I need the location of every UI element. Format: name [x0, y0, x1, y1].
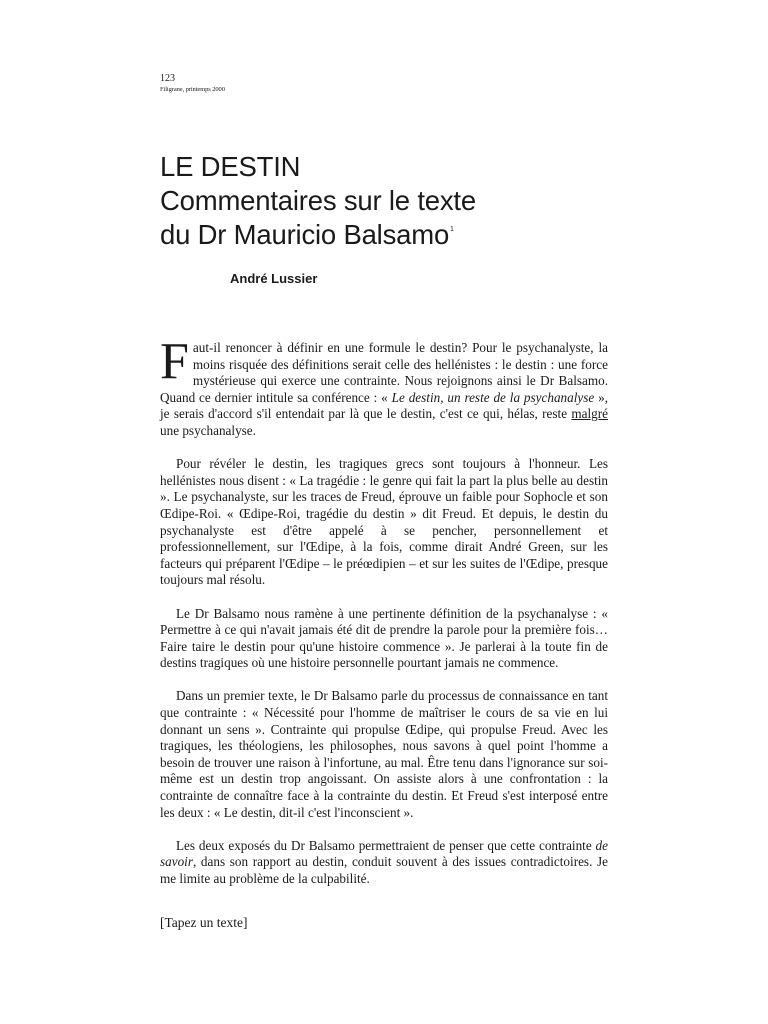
paragraph-1-text-a: aut-il renoncer à définir en une formule le destin? Pour le psychanalyste, la moins risquée des définitions serait celle des hellénistes : le destin : une force mystérieuse qui exerce une contrainte. Nous rejoignons ainsi le Dr Balsamo. Quand ce dernier intitule sa conférence : «: [160, 340, 608, 405]
drop-cap: F: [160, 333, 189, 390]
title-line-3: du Dr Mauricio Balsamo: [160, 219, 450, 250]
paragraph-1-text-b: », je serais d'accord s'il entendait par là que le destin, c'est ce qui, hélas, reste: [160, 389, 608, 422]
title-line-3-wrap: [160, 218, 476, 252]
journal-reference: Filigrane, printemps 2000: [160, 86, 225, 93]
paragraph-2: Pour révéler le destin, les tragiques grecs sont toujours à l'honneur. Les hellénistes nous disent : « La tragédie : le genre qui fait la part la plus belle au destin ». Le psychanalyste, sur les traces de Freud, éprouve un faible pour Sophocle et son Œdipe-Roi. « Œdipe-Roi, tragédie du destin » dit Freud. Et depuis, le destin du psychanalyste est d'être appelé à se pencher, personnellement et professionnellement, sur l'Œdipe, à la fois, comme dirait André Green, sur les facteurs qui préparent l'Œdipe – le préœdipien – et sur les suites de l'Œdipe, presque toujours mal résolu.: [160, 456, 608, 588]
paragraph-4: Dans un premier texte, le Dr Balsamo parle du processus de connaissance en tant que contrainte : « Nécessité pour l'homme de maîtriser le cours de sa vie en lui donnant un sens ». Contrainte qui propulse Œdipe, qui propulse Freud. Avec les tragiques, les théologiens, les philosophes, nous savons à quel point l'homme a besoin de trouver une raison à l'infortune, au mal. Être tenu dans l'ignorance sur soi-même est un destin trop angoissant. On assiste alors à une confrontation : la contrainte de connaître face à la contrainte du destin. Et Freud s'est interposé entre les deux : « Le destin, dit-il c'est l'inconscient ».: [160, 688, 608, 820]
paragraph-5: [160, 838, 608, 888]
footer-placeholder: [Tapez un texte]: [160, 915, 248, 930]
page-number: 123: [160, 73, 175, 84]
author-name: André Lussier: [230, 271, 318, 286]
paragraph-1-text-c: une psychanalyse.: [160, 422, 256, 438]
article-body: [160, 333, 608, 904]
footnote-marker: 1: [450, 225, 454, 233]
paragraph-5-text-b: , dans son rapport au destin, conduit souvent à des issues contradictoires. Je me limite au problème de la culpabilité.: [160, 854, 608, 886]
paragraph-5-text-a: Les deux exposés du Dr Balsamo permettraient de penser que cette contrainte: [176, 837, 596, 853]
paragraph-1: [160, 333, 608, 440]
paragraph-5-italic: de savoir: [160, 837, 608, 870]
title-line-2: Commentaires sur le texte: [160, 185, 476, 216]
title-line-1: LE DESTIN: [160, 151, 301, 182]
article-title: [160, 150, 476, 252]
paragraph-1-underlined: malgré: [571, 406, 608, 422]
paragraph-1-italic: Le destin, un reste de la psychanalyse: [391, 389, 595, 405]
paragraph-3: Le Dr Balsamo nous ramène à une pertinente définition de la psychanalyse : « Permettre à ce qui n'avait jamais été dit de prendre la parole pour la première fois… Faire taire le destin pour qu'une histoire commence ». Je parlerai à la toute fin de destins tragiques où une histoire personnelle pourtant jamais ne commence.: [160, 605, 608, 671]
